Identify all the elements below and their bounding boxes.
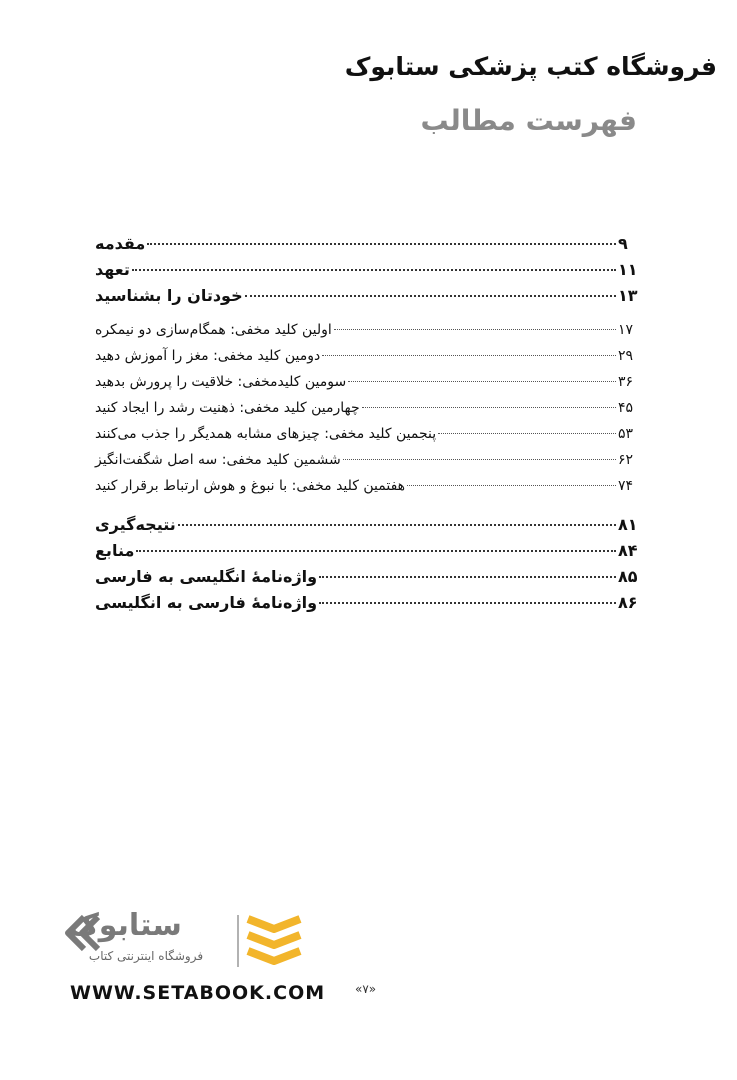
logo-wordmark: ستابوک bbox=[68, 908, 182, 943]
toc-leader-dots bbox=[343, 459, 616, 460]
toc-entry-page: ۲۹ bbox=[618, 348, 634, 364]
toc-entry[interactable] bbox=[95, 567, 640, 586]
toc-entry[interactable] bbox=[95, 234, 640, 253]
site-url[interactable]: WWW.SETABOOK.COM bbox=[70, 982, 326, 1004]
toc-heading: فهرست مطالب bbox=[420, 104, 637, 137]
toc-entry[interactable] bbox=[95, 374, 640, 390]
toc-leader-dots bbox=[136, 550, 616, 552]
toc-entry-page: ۱۳ bbox=[618, 286, 638, 305]
toc-entry-title: پنجمین کلید مخفی: چیزهای مشابه همدیگر را جذب می‌کنند bbox=[95, 426, 437, 442]
toc-entry-title: مقدمه bbox=[95, 234, 146, 253]
toc-entry[interactable] bbox=[95, 452, 640, 468]
toc-leader-dots bbox=[322, 355, 616, 356]
toc-entry-page: ۴۵ bbox=[618, 400, 634, 416]
toc-entry[interactable] bbox=[95, 286, 640, 305]
toc-entry-page: ۸۶ bbox=[618, 593, 638, 612]
toc-entry[interactable] bbox=[95, 426, 640, 442]
logo-subtitle: فروشگاه اینترنتی کتاب bbox=[88, 949, 204, 963]
toc-leader-dots bbox=[245, 295, 616, 297]
page-number: «۷» bbox=[355, 982, 377, 996]
toc-leader-dots bbox=[132, 269, 616, 271]
toc-entry-page: ۸۴ bbox=[618, 541, 638, 560]
toc-leader-dots bbox=[348, 381, 616, 382]
toc-entry-title: ششمین کلید مخفی: سه اصل شگفت‌انگیز bbox=[95, 452, 341, 468]
toc-entry-page: ۶۲ bbox=[618, 452, 634, 468]
store-title: فروشگاه کتب پزشکی ستابوک bbox=[344, 52, 717, 81]
toc-entry-title: منابع bbox=[95, 541, 135, 560]
toc-entry-page: ۸۱ bbox=[618, 515, 638, 534]
toc-entry-page: ۹ bbox=[618, 234, 628, 253]
book-stack-icon bbox=[248, 919, 300, 961]
toc-entry[interactable] bbox=[95, 400, 640, 416]
toc-entry[interactable] bbox=[95, 348, 640, 364]
toc-entry-page: ۷۴ bbox=[618, 478, 634, 494]
toc-entry[interactable] bbox=[95, 478, 640, 494]
toc-entry[interactable] bbox=[95, 593, 640, 612]
toc-entry-title: دومین کلید مخفی: مغز را آموزش دهید bbox=[95, 348, 321, 364]
toc-entry-page: ۳۶ bbox=[618, 374, 634, 390]
toc-entry-title: نتیجه‌گیری bbox=[95, 515, 176, 534]
toc-entry-page: ۸۵ bbox=[618, 567, 638, 586]
toc-leader-dots bbox=[147, 243, 616, 245]
toc-leader-dots bbox=[438, 433, 616, 434]
toc-leader-dots bbox=[407, 485, 616, 486]
toc-entry-title: واژه‌نامهٔ فارسی به انگلیسی bbox=[95, 593, 318, 612]
toc-entry-title: خودتان را بشناسید bbox=[95, 286, 243, 305]
toc-leader-dots bbox=[319, 602, 616, 604]
toc-entry[interactable] bbox=[95, 541, 640, 560]
toc-entry-title: چهارمین کلید مخفی: ذهنیت رشد را ایجاد کنید bbox=[95, 400, 360, 416]
toc-entry-page: ۱۷ bbox=[618, 322, 634, 338]
toc-leader-dots bbox=[334, 329, 616, 330]
toc-entry-title: واژه‌نامهٔ انگلیسی به فارسی bbox=[95, 567, 318, 586]
toc-leader-dots bbox=[178, 524, 616, 526]
toc-entry-title: تعهد bbox=[95, 260, 130, 279]
toc-entry-title: هفتمین کلید مخفی: با نبوغ و هوش ارتباط برقرار کنید bbox=[95, 478, 406, 494]
toc-entry[interactable] bbox=[95, 322, 640, 338]
toc-leader-dots bbox=[362, 407, 616, 408]
toc-leader-dots bbox=[319, 576, 616, 578]
toc-entry[interactable] bbox=[95, 260, 640, 279]
toc-entry-page: ۱۱ bbox=[618, 260, 638, 279]
toc-entry-title: اولین کلید مخفی: همگام‌سازی دو نیمکره bbox=[95, 322, 332, 338]
toc-entry-title: سومین کلیدمخفی: خلاقیت را پرورش بدهید bbox=[95, 374, 347, 390]
toc-entry[interactable] bbox=[95, 515, 640, 534]
toc-entry-page: ۵۳ bbox=[618, 426, 634, 442]
